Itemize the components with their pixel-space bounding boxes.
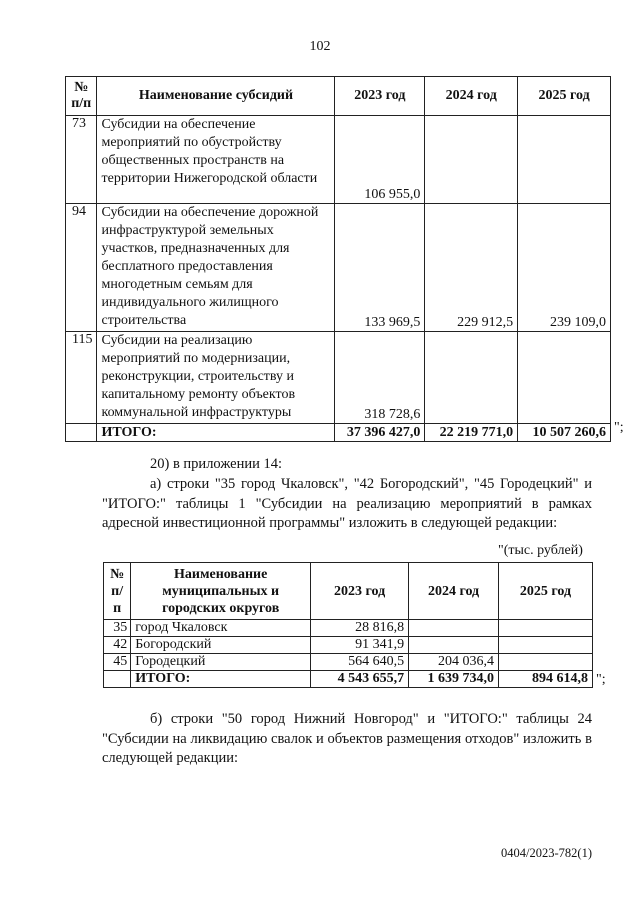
total-label: ИТОГО: bbox=[131, 671, 311, 688]
row-2024: 204 036,4 bbox=[409, 654, 499, 671]
row-2025: 239 109,0 bbox=[518, 204, 611, 332]
row-2023: 91 341,9 bbox=[311, 637, 409, 654]
header-2024: 2024 год bbox=[409, 563, 499, 620]
table-row bbox=[104, 637, 593, 654]
page-number: 102 bbox=[309, 39, 331, 54]
table1-closing-quote: "; bbox=[614, 420, 624, 435]
row-name: Субсидии на обеспечение мероприятий по обустройству общественных пространств на территории Нижегородской области bbox=[97, 116, 335, 204]
row-number: 73 bbox=[66, 116, 97, 204]
table2-closing-quote: "; bbox=[596, 672, 606, 687]
row-2024 bbox=[409, 637, 499, 654]
total-row bbox=[66, 424, 611, 442]
header-number: № п/п bbox=[66, 77, 97, 116]
paragraph-a: а) строки "35 город Чкаловск", "42 Богородский", "45 Городецкий" и "ИТОГО:" таблицы 1 "Субсидии на реализацию мероприятий в рамках адресной инвестиционной программы" изложить в следующей редакции: bbox=[102, 476, 592, 531]
row-2024 bbox=[425, 116, 518, 204]
row-2023: 133 969,5 bbox=[335, 204, 425, 332]
row-number: 35 bbox=[104, 620, 131, 637]
row-2025 bbox=[499, 654, 593, 671]
row-name: Городецкий bbox=[131, 654, 311, 671]
row-number: 45 bbox=[104, 654, 131, 671]
row-name: Богородский bbox=[131, 637, 311, 654]
total-row bbox=[104, 671, 593, 688]
table-header-row bbox=[104, 563, 593, 620]
row-2023: 564 640,5 bbox=[311, 654, 409, 671]
total-2023: 4 543 655,7 bbox=[311, 671, 409, 688]
header-2025: 2025 год bbox=[518, 77, 611, 116]
table-row bbox=[66, 116, 611, 204]
row-number: 42 bbox=[104, 637, 131, 654]
table-header-row bbox=[66, 77, 611, 116]
unit-label: "(тыс. рублей) bbox=[498, 543, 583, 558]
row-name: Субсидии на обеспечение дорожной инфраструктурой земельных участков, предназначенных для бесплатного предоставления многодетным семьям для индивидуального жилищного строительства bbox=[97, 204, 335, 332]
row-2024: 229 912,5 bbox=[425, 204, 518, 332]
row-name: город Чкаловск bbox=[131, 620, 311, 637]
row-2025 bbox=[499, 637, 593, 654]
row-2023: 106 955,0 bbox=[335, 116, 425, 204]
total-2024: 22 219 771,0 bbox=[425, 424, 518, 442]
header-2024: 2024 год bbox=[425, 77, 518, 116]
paragraph-20: 20) в приложении 14: bbox=[150, 456, 283, 472]
row-number: 115 bbox=[66, 332, 97, 424]
total-label: ИТОГО: bbox=[97, 424, 335, 442]
total-2025: 894 614,8 bbox=[499, 671, 593, 688]
row-2024 bbox=[425, 332, 518, 424]
paragraph-b: б) строки "50 город Нижний Новгород" и "ИТОГО:" таблицы 24 "Субсидии на ликвидацию свалок и объектов размещения отходов" изложить в следующей редакции: bbox=[102, 711, 592, 766]
row-name: Субсидии на реализацию мероприятий по модернизации, реконструкции, строительству и капитальному ремонту объектов коммунальной инфраструктуры bbox=[97, 332, 335, 424]
total-2024: 1 639 734,0 bbox=[409, 671, 499, 688]
row-2023: 318 728,6 bbox=[335, 332, 425, 424]
row-2025 bbox=[518, 116, 611, 204]
header-name: Наименование муниципальных и городских округов bbox=[131, 563, 311, 620]
total-number-cell bbox=[104, 671, 131, 688]
row-2024 bbox=[409, 620, 499, 637]
table-row bbox=[104, 654, 593, 671]
header-name: Наименование субсидий bbox=[97, 77, 335, 116]
table-row bbox=[66, 204, 611, 332]
row-2025 bbox=[499, 620, 593, 637]
total-2023: 37 396 427,0 bbox=[335, 424, 425, 442]
header-2023: 2023 год bbox=[311, 563, 409, 620]
header-2023: 2023 год bbox=[335, 77, 425, 116]
document-code: 0404/2023-782(1) bbox=[501, 846, 592, 860]
row-2023: 28 816,8 bbox=[311, 620, 409, 637]
table-row bbox=[104, 620, 593, 637]
header-2025: 2025 год bbox=[499, 563, 593, 620]
subsidies-table bbox=[65, 76, 611, 442]
municipal-table bbox=[103, 562, 593, 688]
header-number: № п/п bbox=[104, 563, 131, 620]
row-number: 94 bbox=[66, 204, 97, 332]
total-number-cell bbox=[66, 424, 97, 442]
row-2025 bbox=[518, 332, 611, 424]
total-2025: 10 507 260,6 bbox=[518, 424, 611, 442]
table-row bbox=[66, 332, 611, 424]
